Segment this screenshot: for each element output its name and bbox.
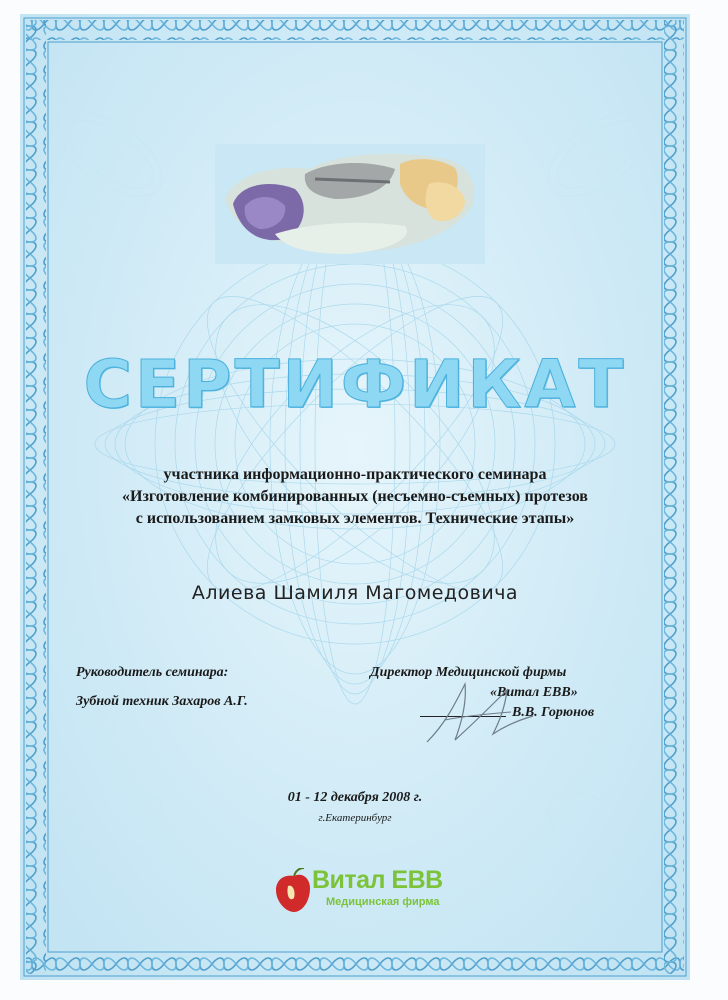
director-role: Директор Медицинской фирмы [370,665,567,680]
recipient-name: Алиева Шамиля Магомедовича [191,582,519,604]
dental-prosthesis-photo [215,144,485,264]
certificate [20,14,690,980]
seminar-intro: участника информационно-практического семинара [163,466,547,483]
company-logo-name: Витал ЕВВ [312,866,443,894]
director-company: «Витал ЕВВ» [490,685,578,700]
seminar-leader-name: Зубной техник Захаров А.Г. [76,694,248,709]
seminar-title-line2: с использованием замковых элементов. Технические этапы» [135,510,575,527]
handwritten-signature [415,664,545,754]
seminar-date: 01 - 12 декабря 2008 г. [287,790,423,805]
seminar-title-line1: «Изготовление комбинированных (несъемно-съемных) протезов [122,488,588,505]
seminar-leader-role: Руководитель семинара: [76,665,229,680]
seminar-city: г.Екатеринбург [318,812,392,824]
certificate-title: СЕРТИФИКАТ [83,346,627,423]
company-logo-subtitle: Медицинская фирма [326,896,440,908]
director-name: В.В. Горюнов [512,705,595,720]
